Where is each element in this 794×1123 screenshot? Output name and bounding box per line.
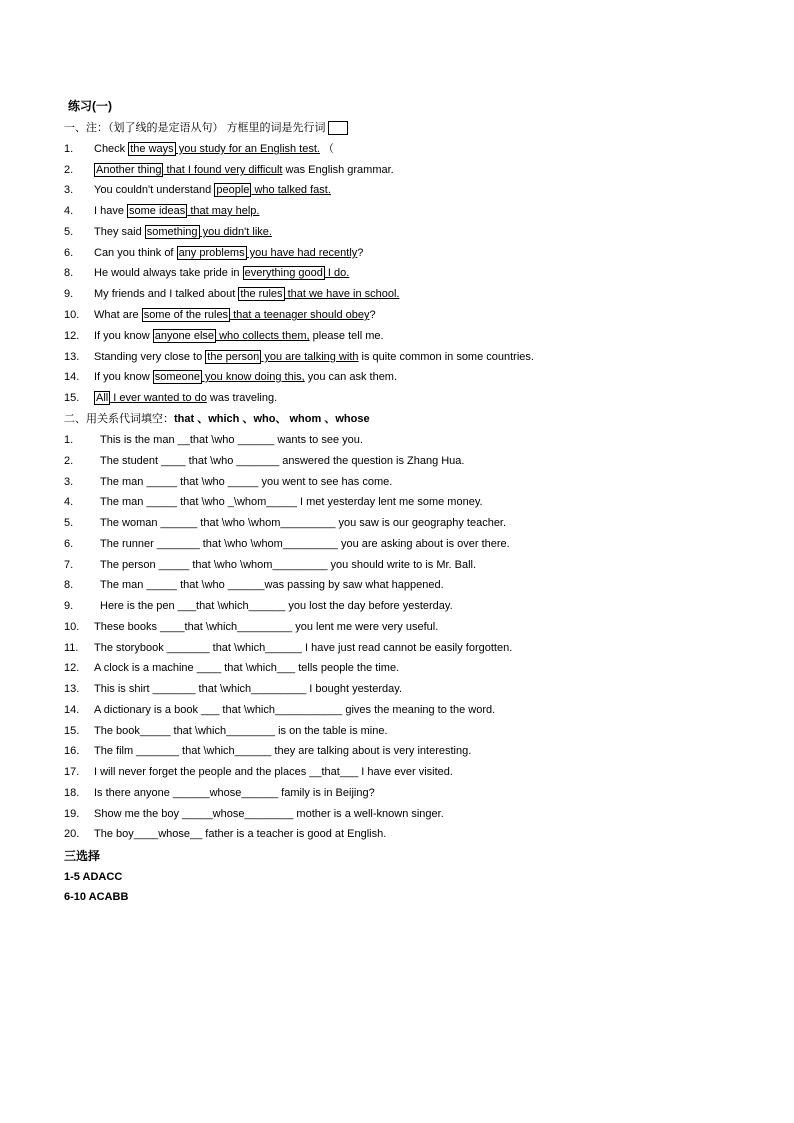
answer-line-2: 6-10 ACABB <box>64 891 129 903</box>
section1-item <box>64 284 399 304</box>
item-number: 11. <box>64 641 79 654</box>
section2-item <box>64 721 388 741</box>
item-text-pre: If you know <box>94 371 153 383</box>
relative-clause: you didn't like. <box>199 226 272 238</box>
item-sentence: A clock is a machine ____ that \which___ tells people the time. <box>94 662 400 675</box>
item-sentence: These books ____that \which_________ you lent me were very useful. <box>94 620 439 633</box>
item-number: 2. <box>64 164 74 176</box>
section2-item <box>64 596 453 616</box>
relative-clause: I ever wanted to do <box>110 392 207 404</box>
item-number: 8. <box>64 579 74 592</box>
item-text-pre: Can you think of <box>94 247 177 259</box>
item-text-pre: You couldn't understand <box>94 184 215 196</box>
antecedent-box: Another thing <box>96 164 162 176</box>
item-number: 6. <box>64 247 74 259</box>
antecedent-box: some ideas <box>129 205 186 217</box>
section2-item <box>64 534 510 554</box>
section3-heading: 三选择 <box>64 849 101 863</box>
item-sentence: The runner _______ that \who \whom_________ you are asking about is over there. <box>100 537 510 550</box>
item-text-pre: My friends and I talked about <box>94 288 239 300</box>
section2-item <box>64 638 512 658</box>
item-text-pre: He would always take pride in <box>94 267 243 279</box>
item-number: 20. <box>64 828 80 841</box>
item-number: 12. <box>64 330 80 342</box>
item-number: 13. <box>64 683 80 695</box>
section2-item <box>64 762 453 782</box>
item-sentence: Show me the boy _____whose________ mother is a well-known singer. <box>94 807 444 820</box>
item-sentence: The book_____ that \which________ is on the table is mine. <box>94 724 388 737</box>
item-number: 4. <box>64 496 74 509</box>
item-number: 16. <box>64 745 80 758</box>
relative-clause: that we have in school. <box>284 288 400 300</box>
antecedent-box: the ways <box>130 143 174 155</box>
item-number: 5. <box>64 226 74 238</box>
section2-item <box>64 824 386 844</box>
item-text-post: ? <box>357 247 364 259</box>
section2-item <box>64 804 444 824</box>
item-sentence: Here is the pen ___that \which______ you lost the day before yesterday. <box>100 600 453 612</box>
item-text-pre: Check <box>94 143 129 155</box>
item-number: 8. <box>64 267 74 279</box>
antecedent-box: any problems <box>178 247 245 259</box>
section2-item <box>64 451 464 471</box>
item-number: 19. <box>64 807 80 820</box>
item-text-pre: I have <box>94 205 128 217</box>
item-number: 17. <box>64 766 80 778</box>
section1-item <box>64 305 376 325</box>
section2-item <box>64 658 399 678</box>
item-sentence: The film _______ that \which______ they are talking about is very interesting. <box>94 745 472 758</box>
section1-item <box>64 180 331 200</box>
section1-heading <box>64 118 348 138</box>
answer-line-1: 1-5 ADACC <box>64 871 123 883</box>
section1-item <box>64 367 397 387</box>
item-sentence: The student ____ that \who _______ answered the question is Zhang Hua. <box>100 454 465 467</box>
item-sentence: Is there anyone ______whose______ family is in Beijing? <box>94 786 375 799</box>
item-text-post: you can ask them. <box>304 371 398 383</box>
relative-clause: that may help. <box>187 205 260 217</box>
item-number: 3. <box>64 475 74 488</box>
item-number: 15. <box>64 724 80 737</box>
item-text-post: is quite common in some countries. <box>358 351 534 363</box>
item-sentence: The woman ______ that \who \whom_________ you saw is our geography teacher. <box>100 517 507 529</box>
section2-heading-pronouns: that 、which 、who、 whom 、whose <box>174 413 370 425</box>
antecedent-box: people <box>216 184 250 196</box>
antecedent-box: All <box>96 392 109 404</box>
relative-clause: you have had recently <box>246 247 358 259</box>
item-text-pre: What are <box>94 309 142 321</box>
relative-clause: that I found very difficult <box>163 164 283 176</box>
item-sentence: The boy____whose__ father is a teacher is good at English. <box>94 828 387 841</box>
section1-item <box>64 243 363 263</box>
antecedent-box: everything good <box>244 267 323 279</box>
section2-item <box>64 513 506 533</box>
item-number: 15. <box>64 392 80 404</box>
item-sentence: The man _____ that \who ______was passing by saw what happened. <box>100 579 444 592</box>
item-number: 9. <box>64 288 74 300</box>
item-number: 4. <box>64 205 74 217</box>
section1-item <box>64 326 384 346</box>
relative-clause: who collects them, <box>216 330 310 342</box>
item-number: 1. <box>64 434 74 446</box>
section2-heading <box>64 409 370 429</box>
item-text-pre: They said <box>94 226 145 238</box>
section1-item <box>64 222 272 242</box>
item-number: 5. <box>64 517 74 529</box>
antecedent-box: the rules <box>240 288 283 300</box>
item-text-post: ? <box>369 309 376 321</box>
item-sentence: The storybook _______ that \which______ I have just read cannot be easily forgotten. <box>94 641 513 654</box>
item-text-post: （ <box>319 143 335 155</box>
item-number: 10. <box>64 309 80 321</box>
relative-clause: that a teenager should obey <box>230 309 370 321</box>
item-number: 2. <box>64 454 74 467</box>
page-title: 练习(一) <box>68 99 112 113</box>
item-sentence: The person _____ that \who \whom_________ you should write to is Mr. Ball. <box>100 558 477 571</box>
antecedent-box: some of the rules <box>143 309 229 321</box>
section1-item <box>64 388 277 408</box>
item-text-pre: If you know <box>94 330 153 342</box>
item-sentence: I will never forget the people and the places __that___ I have ever visited. <box>94 766 453 778</box>
item-number: 12. <box>64 662 80 675</box>
item-number: 9. <box>64 600 74 612</box>
item-number: 6. <box>64 537 74 550</box>
item-number: 10. <box>64 620 80 633</box>
section2-item <box>64 741 471 761</box>
section2-item <box>64 430 363 450</box>
antecedent-box: anyone else <box>154 330 215 342</box>
antecedent-box: someone <box>154 371 200 383</box>
section2-item <box>64 472 392 492</box>
section2-item <box>64 679 402 699</box>
item-sentence: A dictionary is a book ___ that \which___________ gives the meaning to the word. <box>94 703 496 716</box>
item-sentence: The man _____ that \who _____ you went to see has come. <box>100 475 393 488</box>
antecedent-box: the person <box>207 351 260 363</box>
relative-clause: you study for an English test. <box>175 143 320 155</box>
section2-item <box>64 617 438 637</box>
item-sentence: This is shirt _______ that \which_________ I bought yesterday. <box>94 683 402 695</box>
section1-item <box>64 263 349 283</box>
section2-item <box>64 492 483 512</box>
section2-item <box>64 575 444 595</box>
section2-heading-text: 二、用关系代词填空： <box>64 413 174 425</box>
section1-item <box>64 347 534 367</box>
item-text-post: was traveling. <box>206 392 278 404</box>
item-text-post: please tell me. <box>309 330 384 342</box>
section2-item <box>64 555 476 575</box>
item-number: 3. <box>64 184 74 196</box>
relative-clause: who talked fast. <box>251 184 331 196</box>
item-number: 18. <box>64 786 80 799</box>
item-sentence: The man _____ that \who _\whom_____ I met yesterday lent me some money. <box>100 496 483 509</box>
section1-item <box>64 139 334 159</box>
empty-box-icon <box>328 121 348 135</box>
item-number: 1. <box>64 143 74 155</box>
item-number: 14. <box>64 703 80 716</box>
relative-clause: you know doing this, <box>201 371 305 383</box>
section1-item <box>64 160 394 180</box>
section2-item <box>64 783 375 803</box>
item-text-pre: Standing very close to <box>94 351 206 363</box>
item-number: 13. <box>64 351 80 363</box>
item-text-post: was English grammar. <box>282 164 394 176</box>
antecedent-box: something <box>146 226 198 238</box>
item-number: 7. <box>64 558 74 571</box>
section1-heading-text: 一、注：（划了线的是定语从句） 方框里的词是先行词 <box>64 122 326 134</box>
item-sentence: This is the man __that \who ______ wants to see you. <box>100 434 363 446</box>
relative-clause: you are talking with <box>261 351 359 363</box>
relative-clause: I do. <box>324 267 350 279</box>
section1-item <box>64 201 259 221</box>
section2-item <box>64 700 495 720</box>
item-number: 14. <box>64 371 80 383</box>
